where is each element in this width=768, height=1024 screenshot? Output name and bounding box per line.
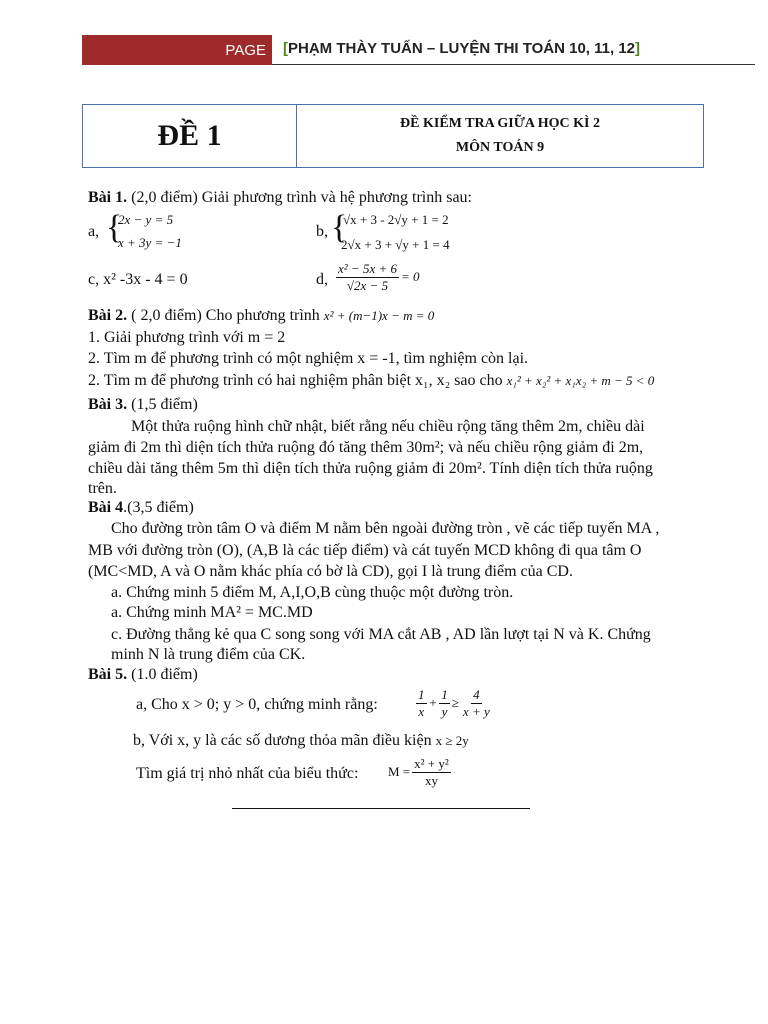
bai3-label: Bài 3. bbox=[88, 396, 128, 413]
header-title bbox=[283, 40, 640, 57]
bai2-equation: x² + (m−1)x − m = 0 bbox=[323, 308, 435, 323]
bai1-d-num: x² − 5x + 6 bbox=[338, 261, 397, 276]
bai5-c-den: xy bbox=[424, 773, 438, 788]
header-bracket-open: [ bbox=[283, 40, 288, 57]
bai5-a-inequality bbox=[414, 687, 494, 720]
bai5-a-plus: + bbox=[428, 695, 438, 711]
bai4-item-a2: a. Chứng minh MA² = MC.MD bbox=[111, 604, 313, 621]
exam-subtitle bbox=[297, 105, 703, 167]
bai1-d-label: d, bbox=[316, 271, 328, 288]
bai4-item-c2: minh N là trung điểm của CK. bbox=[111, 646, 306, 663]
bai5-a-f1-den: x bbox=[418, 704, 425, 719]
bai2-q3 bbox=[88, 371, 654, 391]
bai4-line2: MB với đường tròn (O), (A,B là các tiếp điểm) và cát tuyến MCD không đi qua tâm O bbox=[88, 542, 642, 559]
bai5-a-f3-num: 4 bbox=[473, 687, 480, 702]
bai1-b-eq1: √x + 3 - 2√y + 1 = 2 bbox=[343, 212, 449, 227]
bai1-d-rhs: = 0 bbox=[400, 269, 420, 285]
header-title-text: PHẠM THÀY TUẤN – LUYỆN THI TOÁN 10, 11, 12 bbox=[288, 40, 636, 57]
page-label: PAGE bbox=[82, 35, 272, 65]
exam-title-box bbox=[82, 104, 704, 168]
bai4-line1: Cho đường tròn tâm O và điểm M nằm bên ngoài đường tròn , vẽ các tiếp tuyến MA , bbox=[111, 520, 660, 537]
bai2-q3-equation: x₁² + x₂² + x₁x₂ + m − 5 < 0 bbox=[506, 373, 655, 388]
bai1-a-eq1: 2x − y = 5 bbox=[118, 212, 174, 227]
bai5-heading bbox=[88, 665, 198, 685]
bai4-item-a1: a. Chứng minh 5 điểm M, A,I,O,B cùng thuộc một đường tròn. bbox=[111, 584, 514, 601]
bai2-label: Bài 2. bbox=[88, 307, 128, 324]
bai1-c: c, x² -3x - 4 = 0 bbox=[88, 271, 188, 288]
bai5-a-ge: ≥ bbox=[451, 695, 459, 711]
bai1-heading bbox=[88, 188, 472, 208]
bai5-c-M: M = bbox=[388, 764, 411, 780]
bai2-q3-text: 2. Tìm m để phương trình có hai nghiệm phân biệt x₁, x₂ sao cho bbox=[88, 372, 507, 389]
header-divider bbox=[272, 64, 755, 65]
bai1-a-label: a, bbox=[88, 223, 100, 240]
bai1-a-eq2: x + 3y = −1 bbox=[118, 235, 182, 250]
bai5-a-text: a, Cho x > 0; y > 0, chứng minh rằng: bbox=[136, 696, 378, 713]
bai3-line1: Một thửa ruộng hình chữ nhật, biết rằng nếu chiều rộng tăng thêm 2m, chiều dài bbox=[131, 418, 645, 435]
header-bracket-close: ] bbox=[635, 40, 641, 57]
bai3-line3: chiều dài tăng thêm 5m thì diện tích thửa ruộng giảm đi 20m². Tính diện tích thửa ruộng bbox=[88, 460, 653, 477]
exam-subtitle-line1: ĐỀ KIỂM TRA GIỮA HỌC KÌ 2 bbox=[400, 116, 600, 131]
bai5-b-text: b, Với x, y là các số dương thỏa mãn điều kiện bbox=[133, 732, 432, 749]
bai3-line4: trên. bbox=[88, 480, 117, 497]
bai5-b bbox=[133, 731, 469, 751]
bai5-a-f3-den: x + y bbox=[462, 704, 490, 719]
bai4-label: Bài 4 bbox=[88, 499, 124, 516]
bai3-text: (1,5 điểm) bbox=[127, 396, 198, 413]
bai1-d-fraction bbox=[334, 261, 420, 294]
bai4-item-c1: c. Đường thẳng kẻ qua C song song với MA cắt AB , AD lần lượt tại N và K. Chứng bbox=[111, 626, 651, 643]
bai1-b-brace: { bbox=[331, 209, 348, 246]
bai2-q1: 1. Giải phương trình với m = 2 bbox=[88, 329, 286, 346]
bai4-heading bbox=[88, 498, 194, 518]
exam-code: ĐỀ 1 bbox=[83, 105, 297, 167]
bai1-label: Bài 1. bbox=[88, 189, 128, 206]
bai2-text: ( 2,0 điểm) Cho phương trình bbox=[127, 307, 324, 324]
bai1-b-eq2: 2√x + 3 + √y + 1 = 4 bbox=[341, 237, 450, 252]
bai5-c-text: Tìm giá trị nhỏ nhất của biểu thức: bbox=[136, 765, 359, 782]
exam-subtitle-line2: MÔN TOÁN 9 bbox=[455, 140, 545, 155]
bai1-a-brace: { bbox=[106, 209, 123, 246]
bai5-c-expression bbox=[388, 756, 453, 789]
bai5-b-condition: x ≥ 2y bbox=[435, 733, 469, 748]
bai5-a-f2-num: 1 bbox=[441, 687, 448, 702]
bai2-heading bbox=[88, 306, 434, 326]
bai1-d-den: √2x − 5 bbox=[346, 278, 389, 293]
bai5-a-f1-num: 1 bbox=[418, 687, 425, 702]
bai5-text: (1.0 điểm) bbox=[127, 666, 198, 683]
bai5-c-num: x² + y² bbox=[414, 756, 449, 771]
end-separator bbox=[232, 808, 530, 809]
bai5-a-f2-den: y bbox=[441, 704, 448, 719]
bai1-b-label: b, bbox=[316, 223, 328, 240]
bai3-heading bbox=[88, 395, 198, 415]
bai3-line2: giảm đi 2m thì diện tích thửa ruộng đó tăng thêm 30m²; và nếu chiều rộng giảm đi 2m, bbox=[88, 439, 644, 456]
bai2-q2: 2. Tìm m để phương trình có một nghiệm x = -1, tìm nghiệm còn lại. bbox=[88, 350, 529, 367]
bai1-text: (2,0 điểm) Giải phương trình và hệ phương trình sau: bbox=[127, 189, 472, 206]
bai4-text: .(3,5 điểm) bbox=[123, 499, 194, 516]
bai4-line3: (MC<MD, A và O nằm khác phía có bờ là CD), gọi I là trung điểm của CD. bbox=[88, 563, 573, 580]
bai5-label: Bài 5. bbox=[88, 666, 128, 683]
